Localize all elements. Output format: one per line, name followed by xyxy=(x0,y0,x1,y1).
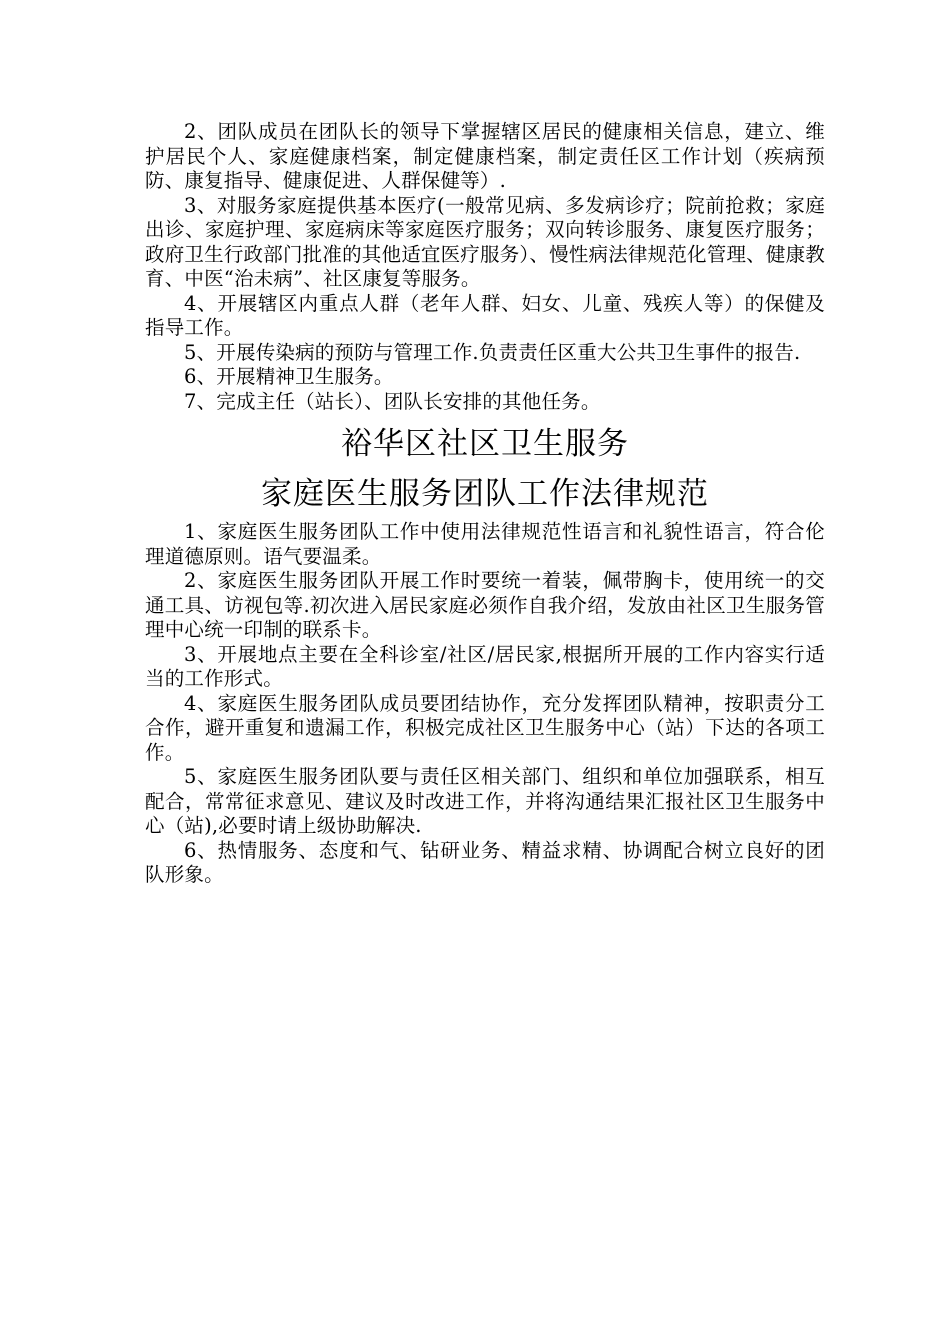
duties-list xyxy=(145,120,825,414)
norm-item-1: 1、家庭医生服务团队工作中使用法律规范性语言和礼貌性语言，符合伦理道德原则。语气要温柔。 xyxy=(145,520,825,568)
section-title-line2: 家庭医生服务团队工作法律规范 xyxy=(261,476,709,512)
norms-list xyxy=(145,520,825,888)
norm-item-5: 5、家庭医生服务团队要与责任区相关部门、组织和单位加强联系，相互配合，常常征求意见、建议及时改进工作，并将沟通结果汇报社区卫生服务中心（站),必要时请上级协助解决. xyxy=(145,765,825,837)
norm-item-2: 2、家庭医生服务团队开展工作时要统一着装，佩带胸卡，使用统一的交通工具、访视包等.初次进入居民家庭必须作自我介绍，发放由社区卫生服务管理中心统一印制的联系卡。 xyxy=(145,569,825,641)
norm-item-3: 3、开展地点主要在全科诊室/社区/居民家,根据所开展的工作内容实行适当的工作形式。 xyxy=(145,642,825,690)
duty-item-4: 4、开展辖区内重点人群（老年人群、妇女、儿童、残疾人等）的保健及指导工作。 xyxy=(145,291,825,339)
duty-item-2: 2、团队成员在团队长的领导下掌握辖区居民的健康相关信息，建立、维护居民个人、家庭健康档案，制定健康档案，制定责任区工作计划（疾病预防、康复指导、健康促进、人群保健等）. xyxy=(145,120,825,192)
duty-item-3: 3、对服务家庭提供基本医疗(一般常见病、多发病诊疗；院前抢救；家庭出诊、家庭护理、家庭病床等家庭医疗服务；双向转诊服务、康复医疗服务；政府卫生行政部门批准的其他适宜医疗服务）、慢性病法律规范化管理、健康教育、中医“治未病”、社区康复等服务。 xyxy=(145,193,825,290)
norm-item-6: 6、热情服务、态度和气、钻研业务、精益求精、协调配合树立良好的团队形象。 xyxy=(145,838,825,886)
norm-item-4: 4、家庭医生服务团队成员要团结协作，充分发挥团队精神，按职责分工合作，避开重复和遗漏工作，积极完成社区卫生服务中心（站）下达的各项工作。 xyxy=(145,691,825,764)
section-title-line1: 裕华区社区卫生服务 xyxy=(341,426,629,462)
duty-item-5: 5、开展传染病的预防与管理工作.负责责任区重大公共卫生事件的报告. xyxy=(184,340,801,364)
duty-item-6: 6、开展精神卫生服务。 xyxy=(184,365,394,388)
document-body xyxy=(145,120,825,888)
duty-item-7: 7、完成主任（站长）、团队长安排的其他任务。 xyxy=(184,389,601,413)
